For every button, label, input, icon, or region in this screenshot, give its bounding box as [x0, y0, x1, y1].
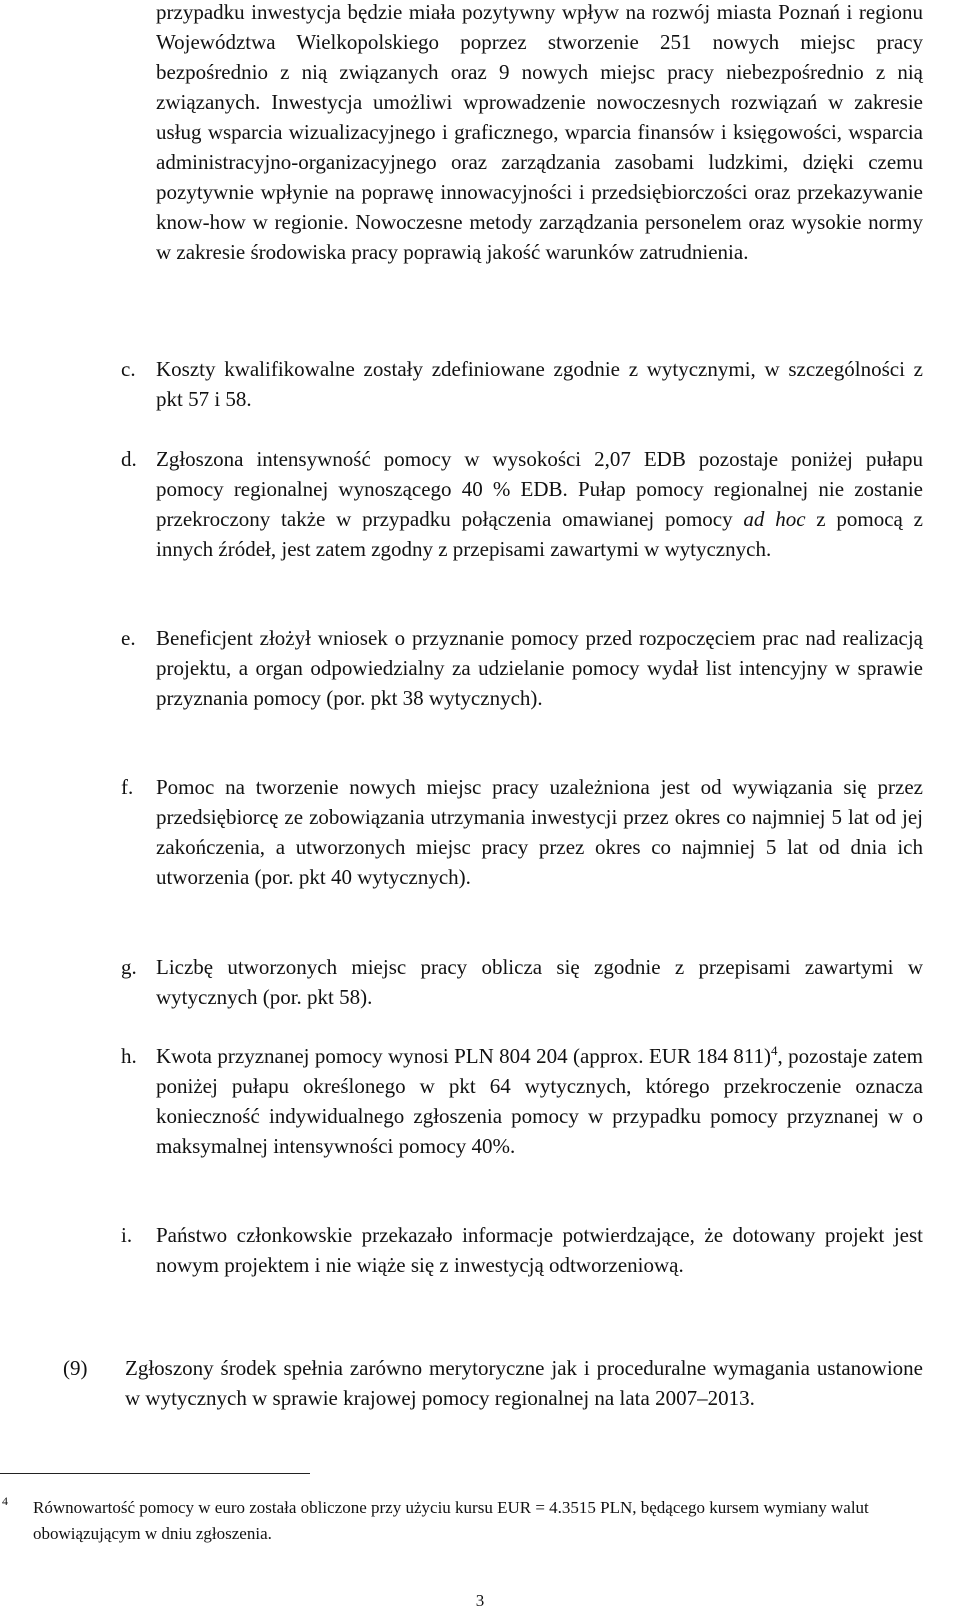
point-9-text: Zgłoszony środek spełnia zarówno merytoryczne jak i proceduralne wymagania ustanowione w wytycznych w sprawie krajowej pomocy regionalnej na lata 2007–2013. [125, 1356, 923, 1410]
item-f [121, 772, 923, 892]
item-c-text: Koszty kwalifikowalne zostały zdefiniowane zgodnie z wytycznymi, w szczególności z pkt 57 i 58. [156, 357, 923, 411]
footnote-separator [0, 1473, 310, 1474]
item-d [121, 444, 923, 564]
item-e [121, 623, 923, 713]
item-e-label: e. [121, 626, 136, 650]
item-e-text: Beneficjent złożył wniosek o przyznanie pomocy przed rozpoczęciem prac nad realizacją projektu, a organ odpowiedzialny za udzielanie pomocy wydał list intencyjny w sprawie przyznania pomocy (por. pkt 38 wytycznych). [156, 626, 923, 710]
item-c-label: c. [121, 357, 136, 381]
page-number: 3 [475, 1591, 485, 1610]
item-c [121, 354, 923, 414]
item-i-text: Państwo członkowskie przekazało informacje potwierdzające, że dotowany projekt jest nowym projektem i nie wiąże się z inwestycją odtworzeniową. [156, 1223, 923, 1277]
item-g-text: Liczbę utworzonych miejsc pracy oblicza się zgodnie z przepisami zawartymi w wytycznych (por. pkt 58). [156, 955, 923, 1009]
item-h-text: Kwota przyznanej pomocy wynosi PLN 804 204 (approx. EUR 184 811)$^4$, pozostaje zatem poniżej pułapu określonego w pkt 64 wytycznych, którego przekroczenie oznacza konieczność indywidualnego zgłoszenia pomocy w przypadku pomocy przyznanej w o maksymalnej intensywności pomocy 40%. [156, 1043, 923, 1158]
point-9-label: (9) [63, 1356, 88, 1380]
footnote-text: Równowartość pomocy w euro została obliczone przy użyciu kursu EUR = 4.3515 PLN, będącego kursem wymiany walut obowiązującym w dniu zgłoszenia. [33, 1498, 869, 1543]
item-d-label: d. [121, 447, 137, 471]
item-i-label: i. [121, 1223, 133, 1247]
item-f-text: Pomoc na tworzenie nowych miejsc pracy uzależniona jest od wywiązania się przez przedsiębiorcę ze zobowiązania utrzymania inwestycji przez okres co najmniej 5 lat od jej zakończenia, a utworzonych miejsc pracy przez okres co najmniej 5 lat od dnia ich utworzenia (por. pkt 40 wytycznych). [156, 775, 923, 889]
footnote-mark: 4 [2, 1494, 8, 1508]
footnote-reference[interactable]: 4 [770, 1043, 778, 1058]
item-f-label: f. [121, 775, 134, 799]
item-h-label: h. [121, 1044, 137, 1068]
point-9 [63, 1353, 923, 1413]
item-i [121, 1220, 923, 1280]
item-d-italic: ad hoc [743, 507, 806, 531]
intro-paragraph: przypadku inwestycja będzie miała pozytywny wpływ na rozwój miasta Poznań i regionu Województwa Wielkopolskiego poprzez stworzenie 251 nowych miejsc pracy bezpośrednio z nią związanych oraz 9 nowych miejsc pracy niebezpośrednio z nią związanych. Inwestycja umożliwi wprowadzenie nowoczesnych rozwiązań w zakresie usług wsparcia wizualizacyjnego i graficznego, wparcia finansów i księgowości, wsparcia administracyjno-organizacyjnego oraz zarządzania zasobami ludzkimi, dzięki czemu pozytywnie wpłynie na poprawę innowacyjności i przedsiębiorczości oraz przekazywanie know-how w regionie. Nowoczesne metody zarządzania personelem oraz wysokie normy w zakresie środowiska pracy poprawią jakość warunków zatrudnienia. [156, 0, 923, 264]
item-g [121, 952, 923, 1012]
item-d-text: Zgłoszona intensywność pomocy w wysokości 2,07 EDB pozostaje poniżej pułapu pomocy regionalnej wynoszącego 40 % EDB. Pułap pomocy regionalnej nie zostanie przekroczony także w przypadku połączenia omawianej pomocy ad hoc z pomocą z innych źródeł, jest zatem zgodny z przepisami zawartymi w wytycznych. [156, 447, 923, 561]
item-g-label: g. [121, 955, 137, 979]
item-h [121, 1041, 923, 1161]
